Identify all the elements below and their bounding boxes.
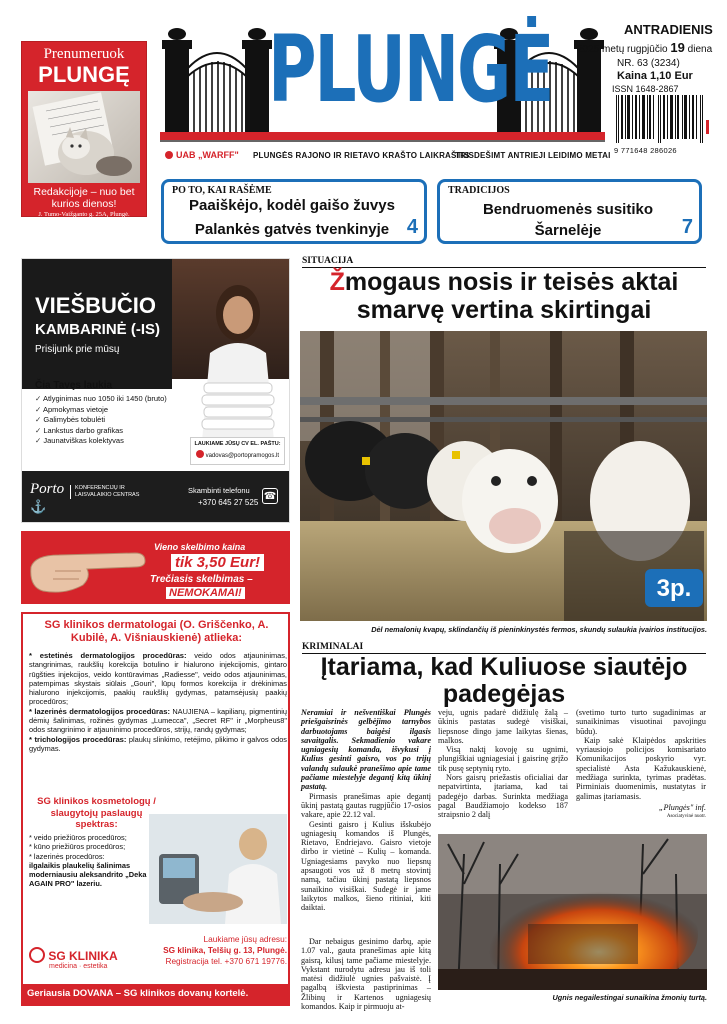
masthead-subtitle: PLUNGĖS RAJONO IR RIETAVO KRAŠTO LAIKRAŠTIS bbox=[253, 151, 470, 160]
mail-address bbox=[191, 450, 284, 459]
cosmetology-item: * veido priežiūros procedūros; bbox=[29, 833, 127, 842]
promo-address: J. Tumo-Vaižganto g. 25A, Plungė. bbox=[38, 211, 130, 218]
teaser-page-number: 4 bbox=[406, 216, 418, 238]
article2-paragraph: Gesinti gaisro į Kulius išskubėjo ugniagesių komandos iš Plungės, Rietavo, Endriejavo. Gaisro vietoje dirbo ir vietinė – Kulių – komanda. Ugniagesiams pavyko nuo liepsnų apsaugoti vos už 8 metrų stovintį namą, tačiau ūkinį pastatą liepsnos sunaikino visiškai. Sudegė ir jame laikytos malkos, šieno ritiniai, kiti daiktai. bbox=[301, 819, 431, 913]
issue-date bbox=[577, 40, 712, 55]
issue-weekday: ANTRADIENIS bbox=[624, 22, 713, 37]
article2-kicker: KRIMINALAI bbox=[302, 642, 364, 652]
benefit-item: ✓ Lankstus darbo grafikas bbox=[35, 426, 167, 437]
clinic-services bbox=[29, 651, 287, 753]
cosmetology-item-bold: ilgalaikis plaukelių šalinimas moderniausiu aleksandrito „Deka AGAIN PRO" lazeriu. bbox=[29, 860, 147, 889]
article2-paragraph: Visą naktį kovoję su ugnimi, plungiškiai ugniagesiai į gaisrinę grįžo tik pusę septynių ryto. bbox=[438, 745, 568, 773]
clinic-service-1-title: * estetinės dermatologijos procedūras: bbox=[29, 651, 187, 660]
price-ad-line4: NEMOKAMAI! bbox=[166, 587, 245, 599]
clinic-logo-icon bbox=[29, 947, 45, 963]
benefit-item: ✓ Apmokymas vietoje bbox=[35, 405, 167, 416]
article1-photo bbox=[300, 331, 707, 621]
hotel-ad-mail[interactable] bbox=[190, 437, 285, 465]
article2-photo bbox=[438, 834, 707, 990]
clinic-gift-bar: Geriausia DOVANA – SG klinikos dovanų kortelė. bbox=[21, 984, 290, 1004]
mail-value: vadovas@portopramogos.lt bbox=[205, 453, 280, 459]
benefit-item: ✓ Galimybės tobulėti bbox=[35, 415, 167, 426]
fire-image bbox=[438, 834, 707, 990]
article1-kicker: SITUACIJA bbox=[302, 256, 354, 266]
barcode-icon bbox=[614, 95, 710, 143]
phone-label: Skambinti telefonu bbox=[188, 486, 250, 495]
benefits-title: Čia Tavęs laukia bbox=[35, 380, 113, 391]
clinic-address bbox=[145, 934, 287, 967]
sg-clinic-logo bbox=[29, 947, 118, 970]
classified-price-ad[interactable] bbox=[21, 531, 290, 604]
publisher-label bbox=[165, 150, 239, 160]
porto-description: KONFERENCIJŲ IR LAISVALAIKIO CENTRAS bbox=[70, 485, 140, 499]
benefits-list bbox=[35, 394, 167, 447]
price-ad-line2: tik 3,50 Eur! bbox=[171, 554, 264, 571]
phone-number[interactable]: +370 645 27 525 bbox=[198, 498, 259, 507]
article2-paragraph: (svetimo turto turto sugadinimas ar sunaikinimas visuotinai pavojingu būdu). bbox=[576, 708, 706, 736]
article2-paragraph: Kaip sakė Klaipėdos apskrities vyriausiojo policijos komisariato Komunikacijos poskyrio vyr. specialistė Asta Kažukauskienė, medžiaga surinkta, tyrimas pradėtas. Pirminiais duomenimis, nustatytas ir galimas įtariamasis. bbox=[576, 735, 706, 801]
cows-in-barn-image bbox=[300, 331, 707, 621]
mail-label: LAUKIAME JŪSŲ CV EL. PAŠTU: bbox=[194, 441, 281, 447]
cosmetology-title: SG klinikos kosmetologų / slaugytojų paslaugų spektras: bbox=[37, 796, 156, 830]
promo-cat-image bbox=[28, 91, 140, 183]
article2-column-2 bbox=[438, 708, 568, 828]
benefit-item: ✓ Atlyginimas nuo 1050 iki 1450 (bruto) bbox=[35, 394, 167, 405]
article2-signature: „Plungės" inf. bbox=[658, 802, 706, 812]
publisher-name: UAB „WARFF" bbox=[176, 150, 239, 160]
price-ad-line3: Trečiasis skelbimas – bbox=[150, 574, 253, 585]
clinic-service-1-text: veido odos atjauninimas, stangrinimas, raukšlių korekcija botulino ir hialurono injekcijomis, gintaro rūgšties injekcijos, veido kontūravimas „Radiesse", veido odos atjauninimas, patempimas skystais siūlais „Gouri", lūpų formos korekcija ir drėkinimas hialurono injekcijomis, paakių raukšlių gydymas, patamsėjusių paakių procedūros; bbox=[29, 651, 287, 707]
teaser-headline-1: Bendruomenės susitiko bbox=[482, 201, 654, 218]
article1-headline[interactable] bbox=[300, 268, 708, 324]
article1-headline-text: mogaus nosis ir teisės aktai smarvę vertina skirtingai bbox=[344, 268, 679, 324]
teaser-communities[interactable] bbox=[437, 179, 702, 244]
article2-paragraph: Nors gaisrų priežastis oficialiai dar nepatvirtinta, įtariama, kad tai padegėjo darbas. Surinkta medžiaga pagal Baudžiamojo kodekso 187 straipsnio 2 dalį bbox=[438, 773, 568, 820]
promo-line2: PLUNGĘ bbox=[38, 62, 130, 87]
pointing-hand-icon bbox=[25, 537, 149, 599]
issue-date-day: 19 bbox=[670, 40, 685, 55]
mail-icon bbox=[196, 450, 204, 458]
clinic-service-3-title: * trichologijos procedūras: bbox=[29, 734, 127, 744]
teaser-kicker: PO TO, KAI RAŠĖME bbox=[172, 185, 272, 196]
hotel-ad-cta: Prisijunk prie mūsų bbox=[35, 344, 120, 355]
article1-page-badge: 3p. bbox=[656, 575, 692, 602]
issue-number: NR. 63 (3234) bbox=[617, 58, 680, 69]
issue-date-prefix: 2025 metų rugpjūčio bbox=[577, 44, 668, 55]
issue-issn: ISSN 1648-2867 bbox=[612, 84, 679, 94]
promo-line3: Redakcijoje – nuo bet kurios dienos! bbox=[33, 186, 135, 210]
gate-left-illustration bbox=[162, 28, 272, 132]
cosmetology-list bbox=[29, 833, 147, 889]
clinic-logo-sub: medicina · estetika bbox=[49, 963, 108, 970]
barcode bbox=[614, 95, 710, 153]
hotel-ad-subtitle: KAMBARINĖ (-IS) bbox=[35, 321, 160, 338]
issue-price: Kaina 1,10 Eur bbox=[617, 70, 693, 82]
article1-caption: Dėl nemalonių kvapų, sklindančių iš pieninkinystės fermos, skundų sulaukia įvairios institucijos. bbox=[371, 625, 707, 634]
masthead-grey-rule bbox=[160, 140, 605, 142]
clinic-title: SG klinikos dermatologai (O. Griščenko, A. Kubilė, A. Višniauskienė) atlieka: bbox=[44, 619, 269, 644]
hotel-job-ad[interactable] bbox=[21, 258, 290, 523]
masthead-anniversary: TRISDEŠIMT ANTRIEJI LEIDIMO METAI bbox=[455, 151, 611, 160]
hotel-ad-title: VIEŠBUČIO bbox=[35, 293, 157, 318]
anchor-icon: ⚓ bbox=[30, 499, 47, 514]
clinic-service-2-text: NAUJIENA – kapiliarų, pigmentinių dėmių šalinimas, rožinės gydymas „Lumecca", „Secret RF" ir „Morpheus8" odos stangrinimo ir atjauninimo procedūros, strijų, randų gydymas; bbox=[29, 706, 287, 735]
clinic-address-label: Laukiame jūsų adresu: bbox=[203, 934, 287, 944]
publisher-logo-icon bbox=[165, 151, 173, 159]
article2-lead: Neramiai ir nešventiškai Plungės priešgaisrinės gelbėjimo tarnybos darbuotojams baigėsi ilgasis savaitgalis. Sekmadienio vakare ugniagesių komanda, išvykusi į Kulius gesinti gaisro, vos po trijų valandų sulaukė pranešimo apie tame pačiame miestelyje degantį kitą ūkinį pastatą. bbox=[301, 708, 431, 792]
article2-column-1 bbox=[301, 708, 431, 913]
hotel-ad-person-image bbox=[190, 273, 286, 463]
clinic-service-3-text: plaukų slinkimo, retėjimo, plikimo ir galvos odos gydymas. bbox=[29, 734, 287, 753]
article2-column-3 bbox=[576, 708, 706, 822]
teaser-headline-1: Paaiškėjo, kodėl gaišo žuvys bbox=[189, 197, 395, 214]
issue-date-suffix: diena bbox=[687, 44, 713, 55]
teaser-fish[interactable] bbox=[161, 179, 427, 244]
teaser-page-number: 7 bbox=[681, 216, 693, 238]
price-ad-line1: Vieno skelbimo kaina bbox=[154, 542, 246, 552]
barcode-number: 9 771648 286026 bbox=[614, 146, 677, 155]
clinic-ad[interactable] bbox=[21, 612, 290, 1006]
porto-logo: Porto bbox=[30, 481, 65, 497]
cosmetology-item: * lazerinės procedūros: bbox=[29, 851, 105, 861]
teaser-kicker: TRADICIJOS bbox=[448, 185, 510, 196]
teaser-headline-2: Palankės gatvės tvenkinyje bbox=[194, 221, 390, 238]
clinic-logo-text: SG KLINIKA bbox=[48, 949, 118, 963]
article2-paragraph: veju, ugnis padarė didžiulę žalą – ūkinis pastatas sudegė visiškai, liepsnose dingo jame laikytas šienas, malkos. bbox=[438, 708, 568, 745]
cosmetology-item: * kūno priežiūros procedūros; bbox=[29, 842, 126, 852]
hotel-ad-footer bbox=[22, 471, 290, 523]
article1-headline-initial: Ž bbox=[329, 268, 345, 296]
article2-paragraph: Pirmasis pranešimas apie degantį ūkinį pastatą gautas rugpjūčio 17-osios vakare, apie 22.12 val. bbox=[301, 791, 431, 820]
article2-paragraph: Dar nebaigus gesinimo darbų, apie 1.07 val., gauta pranešimas apie kitą gaisrą, kilusį tame pačiame miestelyje. Vykstant nurodytu adresu jau iš toli matėsi didžiulė ugnies pašvaistė. Į pagalbą iškviesta pastiprinimas – Žlibinų ir Kartenos ugniagesių komandos. Kaip ir pirmuoju at- bbox=[301, 937, 431, 1012]
clinic-service-2 bbox=[29, 707, 287, 735]
masthead-red-rule bbox=[160, 132, 605, 140]
article2-caption: Ugnis negailestingai sunaikina žmonių turtą. bbox=[552, 993, 707, 1002]
clinic-address-value: SG klinika, Telšių g. 13, Plungė. bbox=[163, 945, 287, 955]
clinic-photo bbox=[149, 814, 287, 924]
article2-column-1b bbox=[301, 937, 431, 1011]
clinic-service-1 bbox=[29, 651, 287, 707]
teaser-headline-2: Šarnelėje bbox=[534, 222, 602, 239]
subscribe-promo[interactable] bbox=[21, 41, 147, 217]
promo-line1: Prenumeruok bbox=[43, 46, 125, 62]
phone-icon: ☎ bbox=[262, 488, 278, 504]
benefit-item: ✓ Jaunatviškas kolektyvas bbox=[35, 436, 167, 447]
masthead-title: PLUNGĖ bbox=[268, 16, 553, 123]
clinic-registration[interactable]: Registracija tel. +370 671 19776. bbox=[165, 956, 287, 966]
article2-photo-credit: Asociatyvinė nuotr. bbox=[666, 814, 706, 820]
clinic-service-3 bbox=[29, 735, 287, 754]
article2-headline[interactable]: Įtariama, kad Kuliuose siautėjo padegėjas bbox=[320, 653, 688, 708]
clinic-service-2-title: * lazerinės dermatologijos procedūras: bbox=[29, 706, 170, 716]
